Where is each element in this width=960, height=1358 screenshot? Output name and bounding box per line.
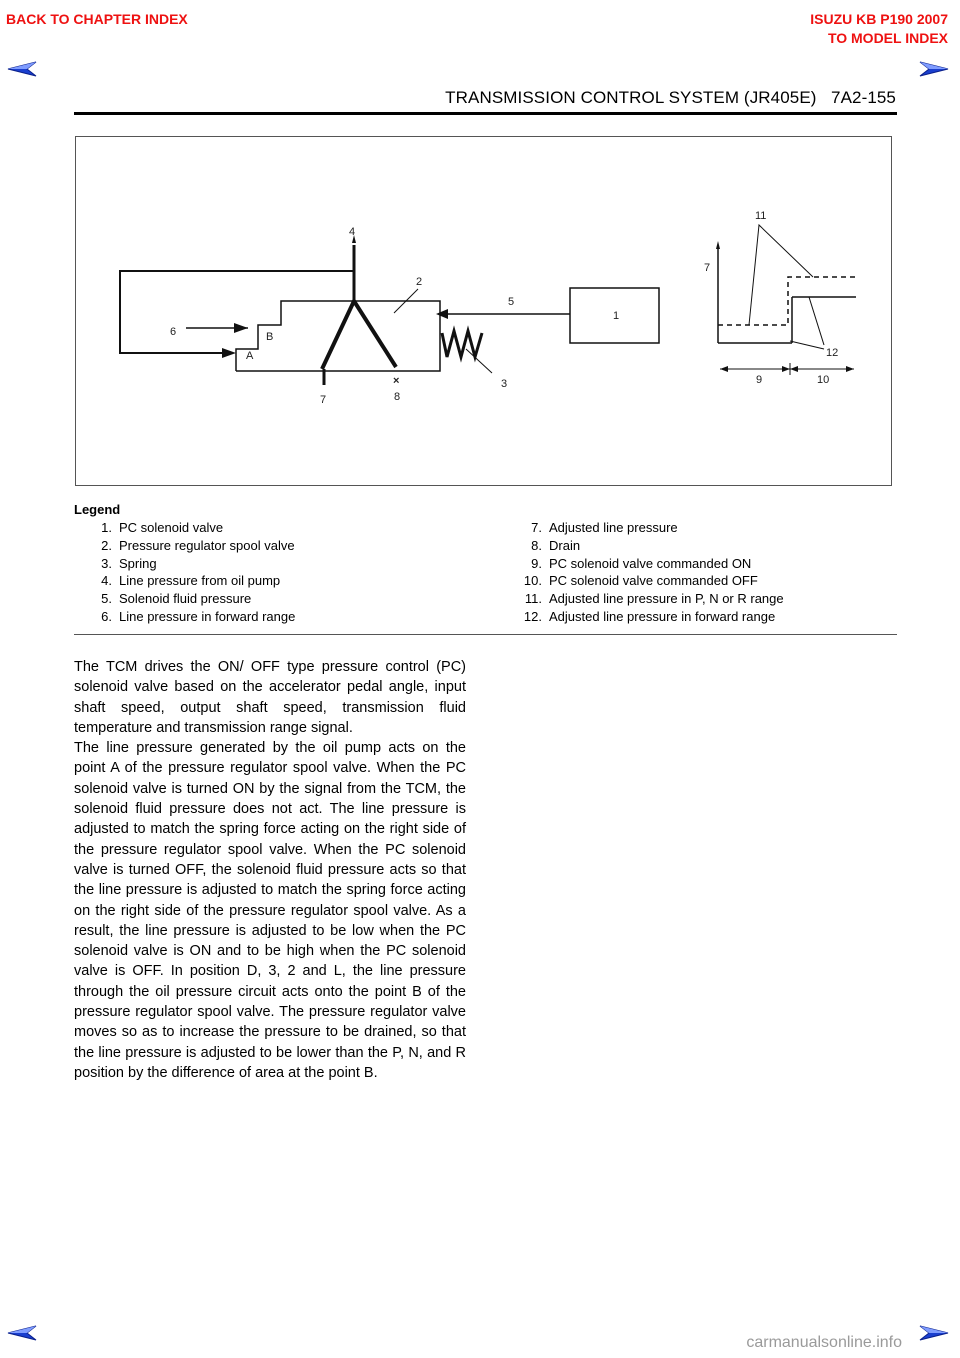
legend-rule [74,634,897,635]
legend-text: PC solenoid valve commanded OFF [549,573,758,589]
legend-left-column [74,519,295,626]
watermark: carmanualsonline.info [746,1334,902,1351]
legend-item [74,519,295,537]
diagram-drawing [76,137,893,487]
legend-number: 5. [101,591,112,607]
body-paragraph-1: The TCM drives the ON/ OFF type pressure control (PC) solenoid valve based on the accelerator pedal angle, input shaft speed, output shaft speed, transmission fluid temperature and transmission range signal. [74,659,466,736]
page-number: 7A2-155 [831,88,896,107]
body-text [74,657,466,1083]
drain-x-mark: × [393,375,400,387]
legend-item [504,572,784,590]
pressure-regulator-diagram [75,136,892,486]
legend-item [74,555,295,573]
figure-label-a: A [246,350,254,362]
legend-text: Adjusted line pressure in P, N or R range [549,591,784,607]
graph-label-7: 7 [704,262,711,274]
legend-item [74,608,295,626]
legend-item [504,608,784,626]
legend-item [504,519,784,537]
figure-label-9: 9 [756,374,763,386]
legend-text: Drain [549,537,581,553]
figure-label-5: 5 [508,296,515,308]
to-model-index-link[interactable]: TO MODEL INDEX [827,30,948,46]
prev-page-arrow-icon[interactable] [6,60,38,78]
legend-number: 11. [524,591,542,607]
legend-item [74,572,295,590]
body-paragraph-2: The line pressure generated by the oil pump acts on the point A of the pressure regulator spool valve. When the PC solenoid valve is turned ON by the signal from the TCM, the solenoid fluid pressure does not act. The line pressure is adjusted to match the spring force acting on the right side of the pressure regulator spool valve. When the PC solenoid valve is turned OFF, the solenoid fluid pressure acts so that the line pressure is adjusted to match the spring force acting on the right side of the pressure regulator spool valve. As a result, the line pressure is adjusted to be low when the PC solenoid valve is ON and to be high when the PC solenoid valve is OFF. In position D, 3, 2 and L, the line pressure through the oil pressure circuit acts onto the point B of the pressure regulator spool valve. The pressure regulator valve moves so as to increase the pressure to be drained, so that the line pressure is adjusted to be lower than the P, N, and R position by the difference of area at the point B. [74,740,466,1081]
legend-text: Adjusted line pressure in forward range [549,608,776,624]
legend-number: 3. [101,555,112,571]
figure-label-1: 1 [613,310,620,322]
legend-text: Solenoid fluid pressure [119,591,252,607]
figure-label-b: B [266,331,274,343]
legend-text: Adjusted line pressure [549,520,678,535]
section-title: TRANSMISSION CONTROL SYSTEM (JR405E) [445,88,817,107]
legend-number: 9. [531,555,542,571]
figure-label-11: 11 [755,210,767,222]
legend-text: PC solenoid valve [119,520,224,535]
header-rule [74,112,897,115]
legend-number: 2. [101,537,112,553]
legend-number: 12. [523,608,542,624]
figure-label-3: 3 [501,378,508,390]
legend-item [74,590,295,608]
figure-label-7: 7 [320,394,327,406]
legend-number: 4. [101,573,112,589]
next-page-arrow-bottom-icon[interactable] [918,1324,950,1342]
back-to-chapter-index-link[interactable]: BACK TO CHAPTER INDEX [6,11,188,27]
figure-label-10: 10 [817,374,830,386]
legend-text: Spring [119,555,157,571]
figure-label-6: 6 [170,326,177,338]
legend-number: 7. [531,520,542,535]
legend-text: PC solenoid valve commanded ON [549,555,752,571]
figure-label-4: 4 [349,226,356,238]
legend-item [504,555,784,573]
prev-page-arrow-bottom-icon[interactable] [6,1324,38,1342]
legend-item [504,537,784,555]
model-title-link[interactable]: ISUZU KB P190 2007 [810,11,948,27]
legend-text: Line pressure from oil pump [119,573,281,589]
legend-number: 1. [101,520,112,535]
next-page-arrow-icon[interactable] [918,60,950,78]
legend-text: Line pressure in forward range [119,608,296,624]
figure-label-8: 8 [394,391,401,403]
legend-number: 8. [531,537,542,553]
legend-number: 10. [523,573,542,589]
legend-text: Pressure regulator spool valve [119,537,295,553]
figure-label-12: 12 [826,347,839,359]
page-header [445,88,896,108]
legend-item [504,590,784,608]
legend-title: Legend [74,502,121,517]
legend-number: 6. [101,608,112,624]
legend-right-column [504,519,784,626]
figure-label-2: 2 [416,276,423,288]
legend-item [74,537,295,555]
